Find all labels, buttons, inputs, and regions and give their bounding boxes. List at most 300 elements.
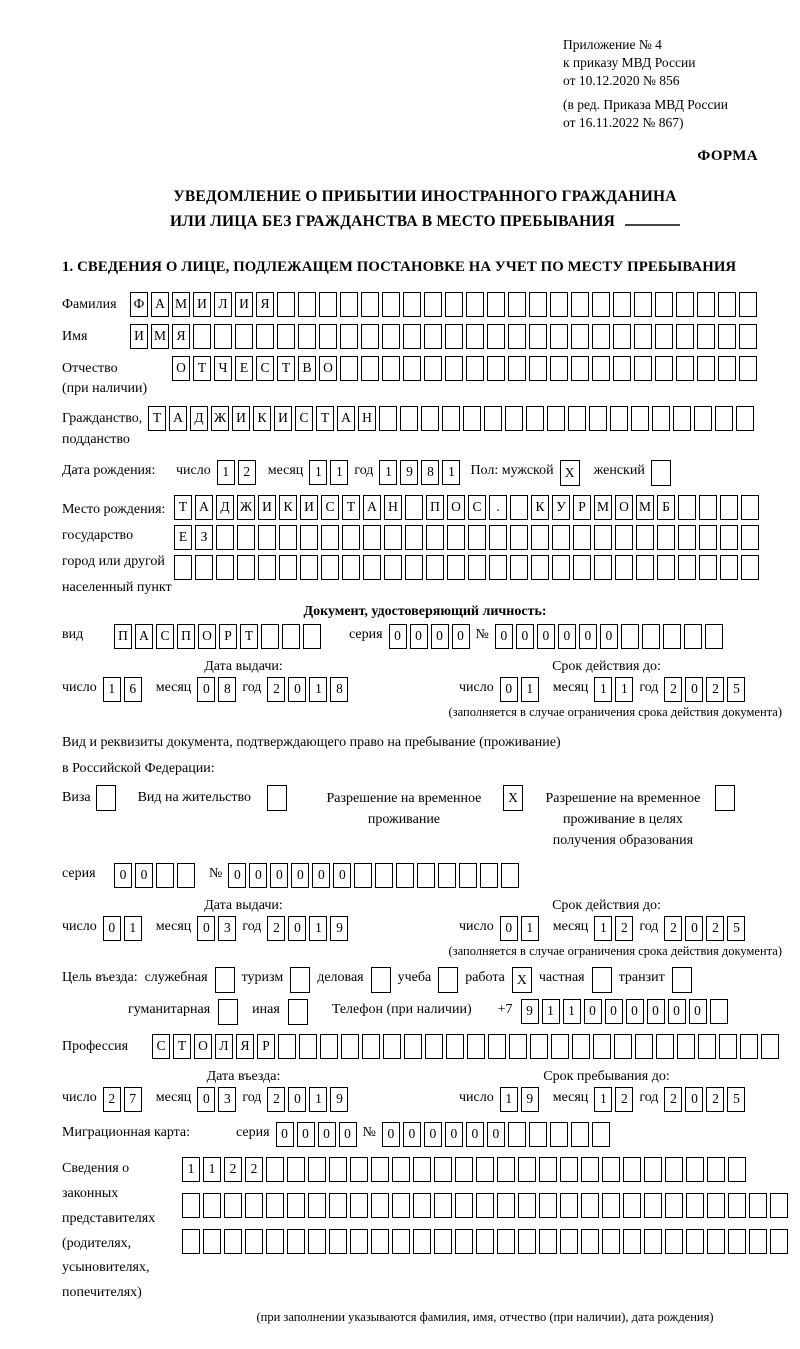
char-cell[interactable]: И [274,406,292,431]
char-cell[interactable]: С [321,495,339,520]
char-cell[interactable]: 0 [228,863,246,888]
char-cell[interactable] [665,1193,683,1218]
char-cell[interactable] [382,356,400,381]
char-cell[interactable] [501,863,519,888]
char-cell[interactable]: 1 [309,677,327,702]
char-cell[interactable] [510,495,528,520]
char-cell[interactable] [424,356,442,381]
char-cell[interactable] [455,1157,473,1182]
char-cell[interactable]: 0 [197,677,215,702]
char-cell[interactable] [508,292,526,317]
char-cell[interactable]: 0 [500,916,518,941]
char-cell[interactable] [736,406,754,431]
char-cell[interactable] [216,525,234,550]
char-cell[interactable] [651,460,671,486]
char-cell[interactable] [531,555,549,580]
char-cell[interactable] [610,406,628,431]
char-cell[interactable] [665,1157,683,1182]
char-cell[interactable]: Т [193,356,211,381]
char-cell[interactable] [487,356,505,381]
char-cell[interactable]: М [151,324,169,349]
char-cell[interactable] [363,525,381,550]
char-cell[interactable] [761,1034,779,1059]
char-cell[interactable] [300,525,318,550]
char-cell[interactable]: 1 [521,677,539,702]
char-cell[interactable] [303,624,321,649]
char-cell[interactable] [707,1193,725,1218]
char-cell[interactable]: 0 [424,1122,442,1147]
char-cell[interactable] [644,1229,662,1254]
char-cell[interactable] [615,525,633,550]
char-cell[interactable]: 2 [224,1157,242,1182]
char-cell[interactable] [434,1157,452,1182]
char-cell[interactable] [715,406,733,431]
char-cell[interactable] [362,1034,380,1059]
char-cell[interactable]: Н [358,406,376,431]
char-cell[interactable] [426,555,444,580]
char-cell[interactable] [634,356,652,381]
char-cell[interactable] [631,406,649,431]
char-cell[interactable]: Н [384,495,402,520]
char-cell[interactable]: 0 [197,916,215,941]
char-cell[interactable] [497,1193,515,1218]
char-cell[interactable]: 0 [276,1122,294,1147]
char-cell[interactable] [308,1193,326,1218]
char-cell[interactable]: Ж [211,406,229,431]
char-cell[interactable] [319,292,337,317]
char-cell[interactable]: 2 [664,677,682,702]
char-cell[interactable]: 1 [563,999,581,1024]
char-cell[interactable] [445,324,463,349]
char-cell[interactable] [361,356,379,381]
char-cell[interactable]: 8 [218,677,236,702]
char-cell[interactable]: Я [236,1034,254,1059]
char-cell[interactable] [707,1157,725,1182]
char-cell[interactable] [413,1157,431,1182]
char-cell[interactable]: X [560,460,580,486]
char-cell[interactable] [655,292,673,317]
char-cell[interactable]: У [552,495,570,520]
char-cell[interactable] [371,967,391,993]
char-cell[interactable] [290,967,310,993]
char-cell[interactable]: 1 [594,916,612,941]
char-cell[interactable]: Л [214,292,232,317]
char-cell[interactable]: 0 [600,624,618,649]
char-cell[interactable] [298,292,316,317]
char-cell[interactable]: 0 [288,1087,306,1112]
char-cell[interactable] [245,1193,263,1218]
char-cell[interactable] [518,1193,536,1218]
char-cell[interactable] [258,555,276,580]
char-cell[interactable] [497,1229,515,1254]
char-cell[interactable] [203,1193,221,1218]
char-cell[interactable]: К [279,495,297,520]
char-cell[interactable]: Т [174,495,192,520]
char-cell[interactable]: Р [219,624,237,649]
char-cell[interactable]: И [130,324,148,349]
char-cell[interactable]: 1 [542,999,560,1024]
char-cell[interactable] [237,555,255,580]
char-cell[interactable]: 0 [605,999,623,1024]
char-cell[interactable]: 0 [291,863,309,888]
char-cell[interactable] [644,1157,662,1182]
char-cell[interactable] [684,624,702,649]
char-cell[interactable]: Е [235,356,253,381]
char-cell[interactable] [468,555,486,580]
char-cell[interactable] [551,1034,569,1059]
char-cell[interactable] [581,1193,599,1218]
char-cell[interactable] [195,555,213,580]
char-cell[interactable] [182,1193,200,1218]
char-cell[interactable] [694,406,712,431]
char-cell[interactable] [341,1034,359,1059]
char-cell[interactable] [342,555,360,580]
char-cell[interactable]: 2 [103,1087,121,1112]
char-cell[interactable] [510,555,528,580]
char-cell[interactable] [592,356,610,381]
char-cell[interactable] [529,356,547,381]
char-cell[interactable] [594,555,612,580]
char-cell[interactable] [720,525,738,550]
char-cell[interactable]: 0 [685,916,703,941]
char-cell[interactable] [403,356,421,381]
char-cell[interactable] [571,1122,589,1147]
char-cell[interactable] [371,1229,389,1254]
char-cell[interactable]: 0 [558,624,576,649]
char-cell[interactable]: О [172,356,190,381]
char-cell[interactable] [550,324,568,349]
char-cell[interactable] [279,555,297,580]
char-cell[interactable]: 0 [270,863,288,888]
char-cell[interactable]: Д [216,495,234,520]
char-cell[interactable] [550,292,568,317]
char-cell[interactable] [665,1229,683,1254]
char-cell[interactable]: Д [190,406,208,431]
char-cell[interactable] [476,1193,494,1218]
char-cell[interactable] [177,863,195,888]
char-cell[interactable] [379,406,397,431]
char-cell[interactable] [581,1157,599,1182]
char-cell[interactable]: 0 [452,624,470,649]
char-cell[interactable] [539,1229,557,1254]
char-cell[interactable]: А [363,495,381,520]
char-cell[interactable] [593,1034,611,1059]
char-cell[interactable] [404,1034,422,1059]
char-cell[interactable] [529,292,547,317]
char-cell[interactable]: 2 [615,916,633,941]
char-cell[interactable]: 2 [664,1087,682,1112]
char-cell[interactable] [573,525,591,550]
char-cell[interactable] [508,324,526,349]
char-cell[interactable]: 5 [727,1087,745,1112]
char-cell[interactable] [526,406,544,431]
char-cell[interactable] [508,1122,526,1147]
char-cell[interactable]: 1 [594,1087,612,1112]
char-cell[interactable] [193,324,211,349]
char-cell[interactable] [421,406,439,431]
char-cell[interactable] [340,356,358,381]
char-cell[interactable]: 2 [706,1087,724,1112]
char-cell[interactable] [550,356,568,381]
char-cell[interactable]: 0 [466,1122,484,1147]
char-cell[interactable] [560,1193,578,1218]
char-cell[interactable] [392,1229,410,1254]
char-cell[interactable] [466,356,484,381]
char-cell[interactable] [434,1229,452,1254]
char-cell[interactable] [686,1193,704,1218]
char-cell[interactable] [678,555,696,580]
char-cell[interactable] [392,1193,410,1218]
char-cell[interactable] [644,1193,662,1218]
char-cell[interactable]: 2 [238,460,256,485]
char-cell[interactable] [686,1229,704,1254]
char-cell[interactable] [480,863,498,888]
char-cell[interactable] [224,1229,242,1254]
char-cell[interactable] [615,555,633,580]
char-cell[interactable] [728,1229,746,1254]
char-cell[interactable] [547,406,565,431]
char-cell[interactable]: 1 [309,1087,327,1112]
char-cell[interactable] [340,324,358,349]
char-cell[interactable] [602,1157,620,1182]
char-cell[interactable] [623,1157,641,1182]
char-cell[interactable] [287,1193,305,1218]
char-cell[interactable]: 5 [727,677,745,702]
char-cell[interactable] [182,1229,200,1254]
char-cell[interactable] [571,356,589,381]
char-cell[interactable] [581,1229,599,1254]
char-cell[interactable]: Т [240,624,258,649]
char-cell[interactable] [699,555,717,580]
char-cell[interactable] [287,1229,305,1254]
char-cell[interactable]: 0 [197,1087,215,1112]
char-cell[interactable]: 0 [318,1122,336,1147]
char-cell[interactable]: Б [657,495,675,520]
char-cell[interactable] [613,292,631,317]
char-cell[interactable]: Т [342,495,360,520]
char-cell[interactable] [413,1229,431,1254]
char-cell[interactable] [749,1193,767,1218]
char-cell[interactable] [677,1034,695,1059]
char-cell[interactable]: X [503,785,523,811]
char-cell[interactable] [459,863,477,888]
char-cell[interactable] [770,1193,788,1218]
char-cell[interactable] [770,1229,788,1254]
char-cell[interactable]: А [169,406,187,431]
char-cell[interactable] [279,525,297,550]
char-cell[interactable]: 8 [330,677,348,702]
char-cell[interactable] [718,324,736,349]
char-cell[interactable]: 1 [182,1157,200,1182]
char-cell[interactable] [529,324,547,349]
char-cell[interactable] [340,292,358,317]
char-cell[interactable]: 0 [668,999,686,1024]
char-cell[interactable] [476,1157,494,1182]
char-cell[interactable]: О [319,356,337,381]
char-cell[interactable] [518,1157,536,1182]
char-cell[interactable]: К [253,406,271,431]
char-cell[interactable]: 1 [309,916,327,941]
char-cell[interactable] [621,624,639,649]
char-cell[interactable]: Е [174,525,192,550]
char-cell[interactable] [489,555,507,580]
char-cell[interactable]: К [531,495,549,520]
char-cell[interactable] [707,1229,725,1254]
char-cell[interactable]: 0 [626,999,644,1024]
char-cell[interactable] [697,356,715,381]
char-cell[interactable] [287,1157,305,1182]
char-cell[interactable]: 0 [431,624,449,649]
char-cell[interactable] [657,555,675,580]
char-cell[interactable] [552,555,570,580]
char-cell[interactable]: 0 [288,677,306,702]
char-cell[interactable] [672,967,692,993]
char-cell[interactable] [266,1229,284,1254]
char-cell[interactable]: 1 [217,460,235,485]
char-cell[interactable] [560,1157,578,1182]
char-cell[interactable]: И [232,406,250,431]
char-cell[interactable] [438,863,456,888]
char-cell[interactable] [539,1157,557,1182]
char-cell[interactable] [505,406,523,431]
char-cell[interactable] [656,1034,674,1059]
char-cell[interactable] [300,555,318,580]
char-cell[interactable]: 2 [267,916,285,941]
char-cell[interactable] [613,356,631,381]
char-cell[interactable]: 5 [727,916,745,941]
char-cell[interactable] [403,292,421,317]
char-cell[interactable] [321,525,339,550]
char-cell[interactable] [589,406,607,431]
char-cell[interactable]: З [195,525,213,550]
char-cell[interactable]: 0 [333,863,351,888]
char-cell[interactable] [710,999,728,1024]
char-cell[interactable] [718,292,736,317]
char-cell[interactable]: . [489,495,507,520]
char-cell[interactable] [749,1229,767,1254]
char-cell[interactable] [466,292,484,317]
char-cell[interactable] [329,1193,347,1218]
char-cell[interactable]: 3 [218,916,236,941]
char-cell[interactable] [592,324,610,349]
char-cell[interactable] [319,324,337,349]
char-cell[interactable] [235,324,253,349]
char-cell[interactable]: 0 [403,1122,421,1147]
char-cell[interactable] [400,406,418,431]
char-cell[interactable] [442,406,460,431]
char-cell[interactable] [487,324,505,349]
char-cell[interactable]: 0 [689,999,707,1024]
char-cell[interactable] [552,525,570,550]
char-cell[interactable] [405,525,423,550]
char-cell[interactable]: А [151,292,169,317]
char-cell[interactable] [678,525,696,550]
char-cell[interactable] [382,292,400,317]
char-cell[interactable]: О [615,495,633,520]
char-cell[interactable] [342,525,360,550]
char-cell[interactable] [384,525,402,550]
char-cell[interactable]: А [337,406,355,431]
char-cell[interactable] [256,324,274,349]
char-cell[interactable]: А [195,495,213,520]
char-cell[interactable] [350,1193,368,1218]
char-cell[interactable]: 0 [249,863,267,888]
char-cell[interactable] [676,356,694,381]
char-cell[interactable]: 6 [124,677,142,702]
char-cell[interactable] [636,525,654,550]
char-cell[interactable]: 0 [579,624,597,649]
char-cell[interactable] [623,1229,641,1254]
char-cell[interactable]: П [114,624,132,649]
char-cell[interactable]: 0 [339,1122,357,1147]
char-cell[interactable]: 0 [500,677,518,702]
char-cell[interactable] [572,1034,590,1059]
char-cell[interactable] [634,324,652,349]
char-cell[interactable]: Т [148,406,166,431]
char-cell[interactable] [463,406,481,431]
char-cell[interactable] [720,495,738,520]
char-cell[interactable]: О [447,495,465,520]
char-cell[interactable]: Т [173,1034,191,1059]
char-cell[interactable]: 1 [615,677,633,702]
char-cell[interactable]: Р [573,495,591,520]
char-cell[interactable] [354,863,372,888]
char-cell[interactable]: 1 [594,677,612,702]
char-cell[interactable] [329,1157,347,1182]
char-cell[interactable] [308,1157,326,1182]
char-cell[interactable] [466,324,484,349]
char-cell[interactable]: 0 [516,624,534,649]
char-cell[interactable]: 0 [135,863,153,888]
char-cell[interactable] [445,356,463,381]
char-cell[interactable] [741,495,759,520]
char-cell[interactable]: С [295,406,313,431]
char-cell[interactable]: С [256,356,274,381]
char-cell[interactable]: Я [256,292,274,317]
char-cell[interactable] [467,1034,485,1059]
char-cell[interactable]: 1 [309,460,327,485]
char-cell[interactable]: 7 [124,1087,142,1112]
char-cell[interactable] [739,356,757,381]
char-cell[interactable] [655,356,673,381]
char-cell[interactable] [320,1034,338,1059]
char-cell[interactable]: П [177,624,195,649]
char-cell[interactable] [438,967,458,993]
char-cell[interactable] [676,324,694,349]
char-cell[interactable] [488,1034,506,1059]
char-cell[interactable]: 9 [330,916,348,941]
char-cell[interactable]: Т [316,406,334,431]
char-cell[interactable]: 1 [500,1087,518,1112]
char-cell[interactable]: П [426,495,444,520]
char-cell[interactable] [245,1229,263,1254]
char-cell[interactable] [594,525,612,550]
char-cell[interactable] [613,324,631,349]
char-cell[interactable]: 1 [442,460,460,485]
char-cell[interactable] [445,292,463,317]
char-cell[interactable] [602,1193,620,1218]
char-cell[interactable] [288,999,308,1025]
char-cell[interactable] [636,555,654,580]
char-cell[interactable]: 9 [521,1087,539,1112]
char-cell[interactable] [518,1229,536,1254]
char-cell[interactable]: В [298,356,316,381]
char-cell[interactable]: 0 [410,624,428,649]
char-cell[interactable] [455,1193,473,1218]
char-cell[interactable] [487,292,505,317]
char-cell[interactable] [728,1193,746,1218]
char-cell[interactable]: 0 [288,916,306,941]
